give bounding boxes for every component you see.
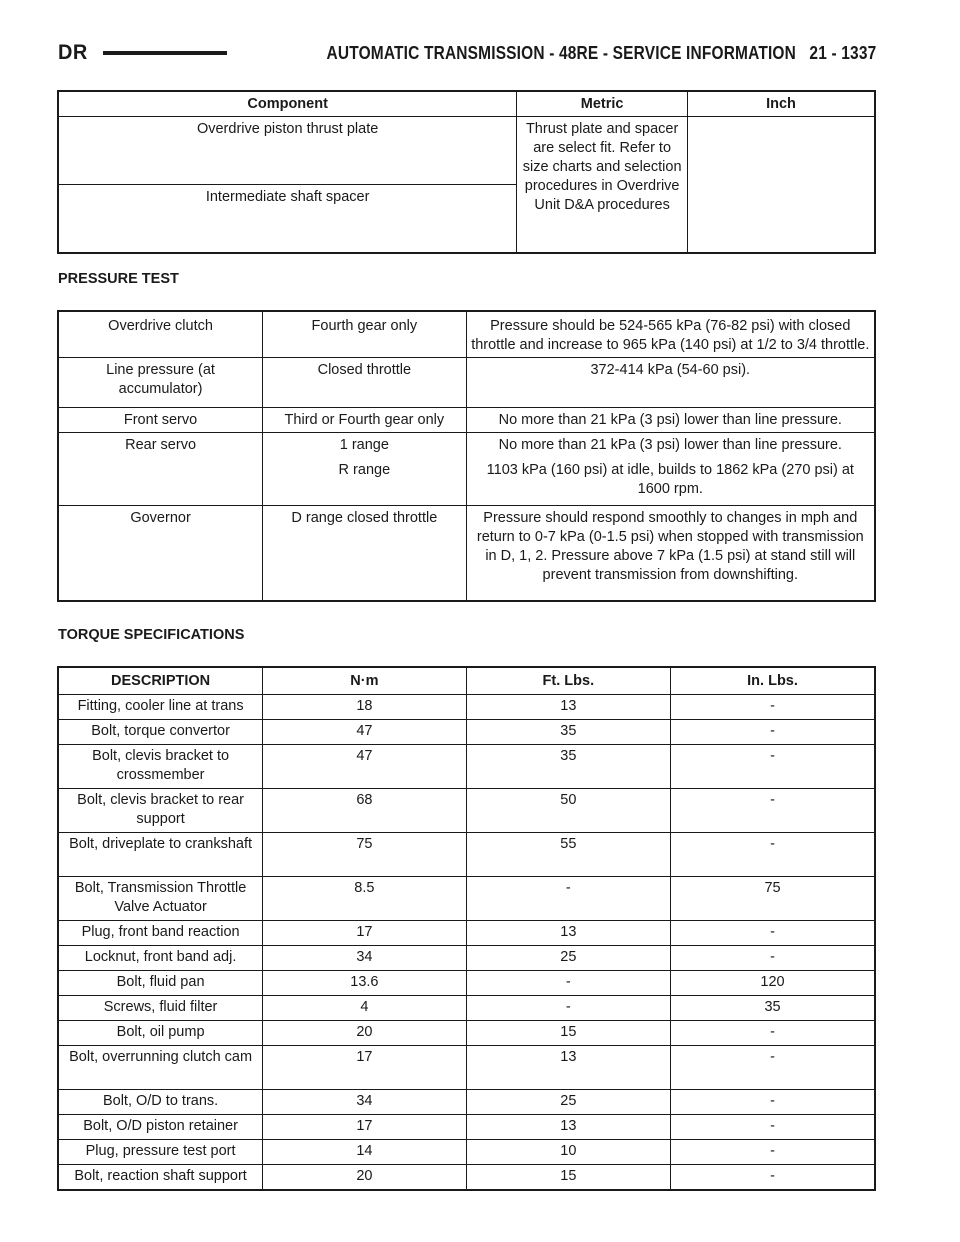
in-lbs-cell: -	[671, 946, 875, 971]
torque-table-body	[58, 695, 875, 1191]
table-row	[58, 117, 875, 185]
ft-lbs-cell: 13	[466, 1046, 670, 1090]
description-cell: Screws, fluid filter	[58, 996, 263, 1021]
nm-cell: 68	[263, 789, 466, 833]
column-header-component: Component	[58, 91, 517, 117]
torque-table-header	[58, 667, 875, 695]
description-cell: Plug, pressure test port	[58, 1140, 263, 1165]
item-cell: Rear servo	[58, 433, 263, 458]
in-lbs-cell: -	[671, 1140, 875, 1165]
component-table-header	[58, 91, 875, 117]
nm-cell: 14	[263, 1140, 466, 1165]
ft-lbs-cell: 50	[466, 789, 670, 833]
nm-cell: 13.6	[263, 971, 466, 996]
nm-cell: 34	[263, 946, 466, 971]
description-cell: Locknut, front band adj.	[58, 946, 263, 971]
in-lbs-cell: -	[671, 921, 875, 946]
condition-cell: 1 range	[263, 433, 466, 458]
description-cell: Bolt, overrunning clutch cam	[58, 1046, 263, 1090]
condition-cell: R range	[263, 457, 466, 505]
component-table	[57, 90, 876, 254]
description-cell: Bolt, reaction shaft support	[58, 1165, 263, 1191]
table-row	[58, 408, 875, 433]
metric-note-cell: Thrust plate and spacer are select fit. Refer to size charts and selection procedures in Overdrive Unit D&A procedures	[517, 117, 688, 253]
column-header-ft-lbs: Ft. Lbs.	[466, 667, 670, 695]
spec-cell: 1103 kPa (160 psi) at idle, builds to 1862 kPa (270 psi) at 1600 rpm.	[466, 457, 875, 505]
nm-cell: 17	[263, 1115, 466, 1140]
spec-cell: No more than 21 kPa (3 psi) lower than line pressure.	[466, 433, 875, 458]
ft-lbs-cell: 13	[466, 921, 670, 946]
header-title	[326, 43, 876, 64]
column-header-nm: N·m	[263, 667, 466, 695]
condition-cell: Third or Fourth gear only	[263, 408, 466, 433]
nm-cell: 47	[263, 745, 466, 789]
table-row	[58, 358, 875, 408]
description-cell: Bolt, torque convertor	[58, 720, 263, 745]
table-row	[58, 833, 875, 877]
condition-cell: D range closed throttle	[263, 505, 466, 601]
item-cell: Overdrive clutch	[58, 311, 263, 358]
description-cell: Bolt, clevis bracket to crossmember	[58, 745, 263, 789]
description-cell: Bolt, O/D to trans.	[58, 1090, 263, 1115]
description-cell: Fitting, cooler line at trans	[58, 695, 263, 720]
in-lbs-cell: -	[671, 695, 875, 720]
item-cell	[58, 457, 263, 505]
description-cell: Bolt, fluid pan	[58, 971, 263, 996]
table-row	[58, 1021, 875, 1046]
in-lbs-cell: -	[671, 745, 875, 789]
nm-cell: 18	[263, 695, 466, 720]
inch-note-cell	[687, 117, 875, 253]
table-row	[58, 1090, 875, 1115]
table-row	[58, 789, 875, 833]
description-cell: Plug, front band reaction	[58, 921, 263, 946]
in-lbs-cell: -	[671, 1090, 875, 1115]
table-row	[58, 1165, 875, 1191]
spec-cell: Pressure should be 524-565 kPa (76-82 psi) with closed throttle and increase to 965 kPa (140 psi) at 1/2 to 3/4 throttle.	[466, 311, 875, 358]
table-row	[58, 877, 875, 921]
table-row	[58, 946, 875, 971]
table-row	[58, 505, 875, 601]
table-row	[58, 695, 875, 720]
header-rule	[103, 51, 226, 55]
ft-lbs-cell: 55	[466, 833, 670, 877]
nm-cell: 8.5	[263, 877, 466, 921]
ft-lbs-cell: 13	[466, 695, 670, 720]
ft-lbs-cell: 13	[466, 1115, 670, 1140]
item-cell: Line pressure (at accumulator)	[58, 358, 263, 408]
spec-cell: 372-414 kPa (54-60 psi).	[466, 358, 875, 408]
nm-cell: 75	[263, 833, 466, 877]
nm-cell: 4	[263, 996, 466, 1021]
description-cell: Bolt, driveplate to crankshaft	[58, 833, 263, 877]
table-row	[58, 1115, 875, 1140]
column-header-metric: Metric	[517, 91, 688, 117]
section-title-torque-specifications: TORQUE SPECIFICATIONS	[58, 627, 245, 643]
table-row	[58, 1046, 875, 1090]
nm-cell: 17	[263, 1046, 466, 1090]
ft-lbs-cell: 10	[466, 1140, 670, 1165]
in-lbs-cell: -	[671, 720, 875, 745]
ft-lbs-cell: 15	[466, 1021, 670, 1046]
description-cell: Bolt, clevis bracket to rear support	[58, 789, 263, 833]
ft-lbs-cell: 25	[466, 946, 670, 971]
column-header-in-lbs: In. Lbs.	[671, 667, 875, 695]
in-lbs-cell: -	[671, 833, 875, 877]
nm-cell: 17	[263, 921, 466, 946]
nm-cell: 34	[263, 1090, 466, 1115]
table-row	[58, 720, 875, 745]
header-chapter: AUTOMATIC TRANSMISSION - 48RE - SERVICE INFORMATION	[326, 42, 796, 63]
description-cell: Bolt, Transmission Throttle Valve Actuator	[58, 877, 263, 921]
pressure-test-table	[57, 310, 876, 602]
ft-lbs-cell: -	[466, 996, 670, 1021]
in-lbs-cell: 35	[671, 996, 875, 1021]
column-header-inch: Inch	[687, 91, 875, 117]
torque-spec-table	[57, 666, 876, 1191]
description-cell: Bolt, oil pump	[58, 1021, 263, 1046]
table-row	[58, 457, 875, 505]
in-lbs-cell: -	[671, 1021, 875, 1046]
in-lbs-cell: -	[671, 1165, 875, 1191]
item-cell: Governor	[58, 505, 263, 601]
nm-cell: 20	[263, 1165, 466, 1191]
header-section-code: DR	[58, 41, 88, 64]
ft-lbs-cell: -	[466, 877, 670, 921]
item-cell: Front servo	[58, 408, 263, 433]
in-lbs-cell: -	[671, 789, 875, 833]
column-header-description: DESCRIPTION	[58, 667, 263, 695]
ft-lbs-cell: 25	[466, 1090, 670, 1115]
in-lbs-cell: 75	[671, 877, 875, 921]
page-header	[58, 38, 876, 68]
component-cell: Intermediate shaft spacer	[58, 185, 517, 253]
component-cell: Overdrive piston thrust plate	[58, 117, 517, 185]
table-row	[58, 971, 875, 996]
ft-lbs-cell: -	[466, 971, 670, 996]
spec-cell: Pressure should respond smoothly to changes in mph and return to 0-7 kPa (0-1.5 psi) when stopped with transmission in D, 1, 2. Pressure above 7 kPa (1.5 psi) at stand still will prevent transmission from downshifting.	[466, 505, 875, 601]
ft-lbs-cell: 35	[466, 720, 670, 745]
table-row	[58, 433, 875, 458]
spec-cell: No more than 21 kPa (3 psi) lower than line pressure.	[466, 408, 875, 433]
table-row	[58, 921, 875, 946]
nm-cell: 20	[263, 1021, 466, 1046]
condition-cell: Fourth gear only	[263, 311, 466, 358]
table-row	[58, 1140, 875, 1165]
ft-lbs-cell: 35	[466, 745, 670, 789]
section-title-pressure-test: PRESSURE TEST	[58, 271, 179, 287]
in-lbs-cell: -	[671, 1046, 875, 1090]
table-row	[58, 745, 875, 789]
table-row	[58, 996, 875, 1021]
nm-cell: 47	[263, 720, 466, 745]
in-lbs-cell: -	[671, 1115, 875, 1140]
description-cell: Bolt, O/D piston retainer	[58, 1115, 263, 1140]
page-number: 21 - 1337	[809, 42, 876, 63]
ft-lbs-cell: 15	[466, 1165, 670, 1191]
table-row	[58, 311, 875, 358]
condition-cell: Closed throttle	[263, 358, 466, 408]
in-lbs-cell: 120	[671, 971, 875, 996]
